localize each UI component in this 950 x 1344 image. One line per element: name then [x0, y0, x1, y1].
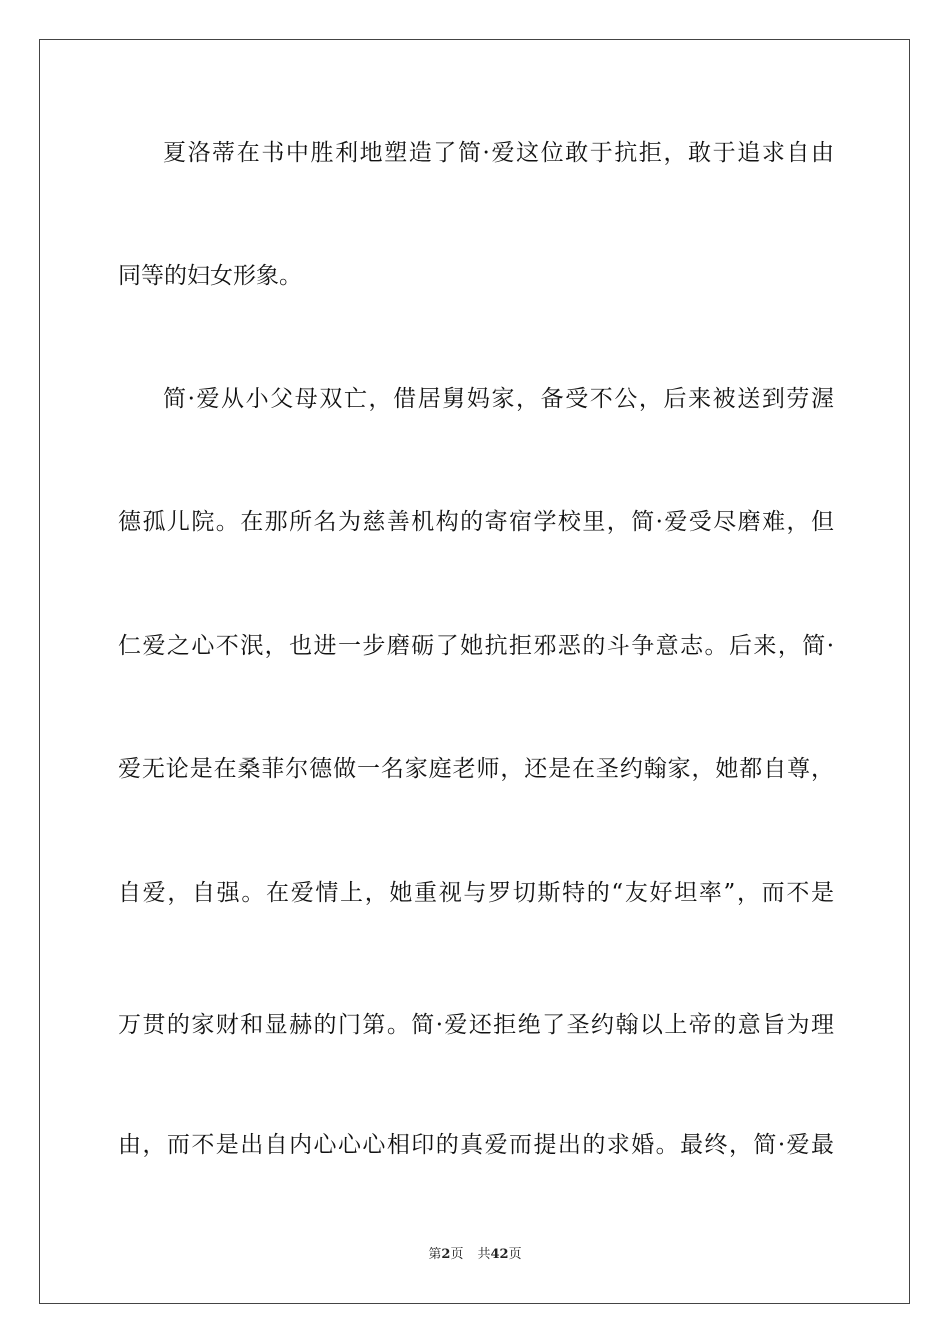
- page-footer: [0, 1246, 950, 1264]
- body-text-line: 自爱，自强。在爱情上，她重视与罗切斯特的“友好坦率”，而不是: [118, 880, 834, 906]
- page-border: [39, 39, 910, 1304]
- page-prefix: 第: [428, 1247, 442, 1262]
- body-text-line: 仁爱之心不泯，也进一步磨砺了她抗拒邪恶的斗争意志。后来，简·: [118, 633, 834, 659]
- total-prefix: 共: [477, 1247, 491, 1262]
- body-text-line: 万贯的家财和显赫的门第。简·爱还拒绝了圣约翰以上帝的意旨为理: [118, 1012, 834, 1038]
- body-text-line: 由，而不是出自内心心心相印的真爱而提出的求婚。最终，简·爱最: [118, 1132, 834, 1158]
- body-text-line: 简·爱从小父母双亡，借居舅妈家，备受不公，后来被送到劳渥: [163, 386, 834, 412]
- total-suffix: 页: [508, 1247, 522, 1262]
- body-text-line: 爱无论是在桑菲尔德做一名家庭老师，还是在圣约翰家，她都自尊，: [118, 756, 834, 782]
- body-text-line: 同等的妇女形象。: [118, 263, 302, 289]
- body-text-line: 夏洛蒂在书中胜利地塑造了简·爱这位敢于抗拒，敢于追求自由: [163, 140, 834, 166]
- total-pages: 42: [490, 1247, 509, 1262]
- page-suffix: 页: [450, 1247, 464, 1262]
- page-number: 2: [441, 1247, 451, 1262]
- body-text-line: 德孤儿院。在那所名为慈善机构的寄宿学校里，简·爱受尽磨难，但: [118, 509, 834, 535]
